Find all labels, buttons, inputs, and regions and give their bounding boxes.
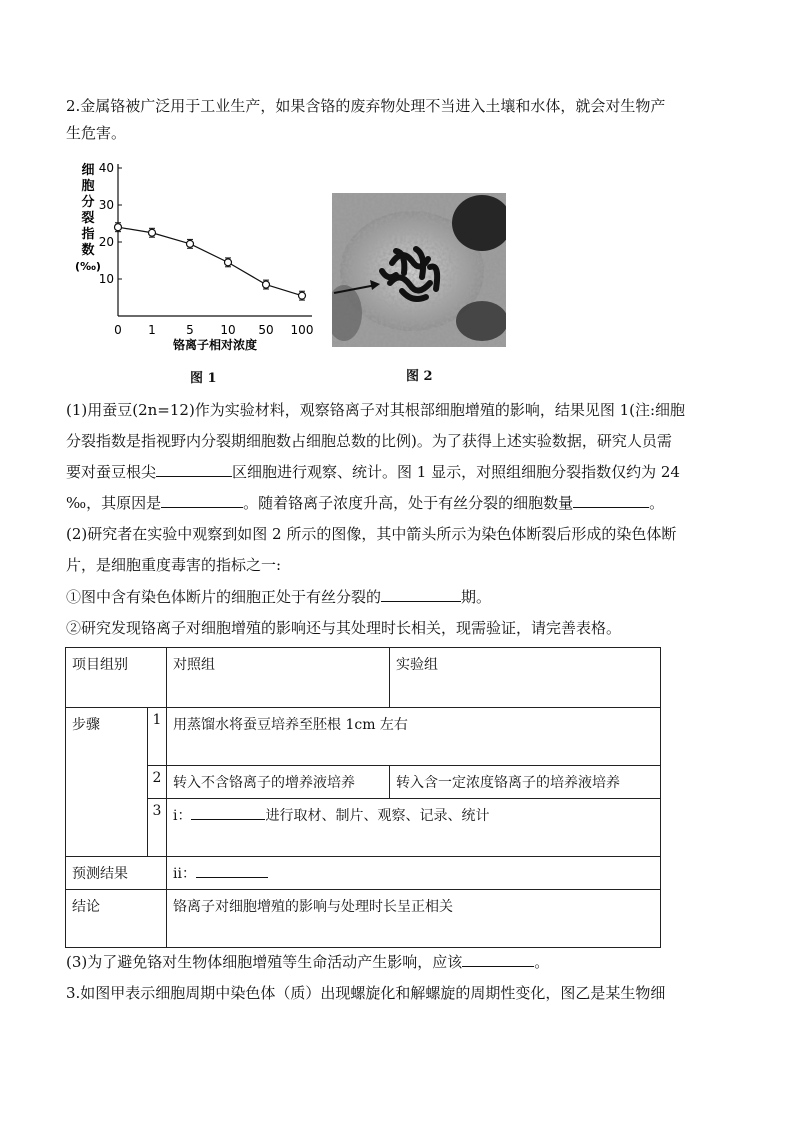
predict-prefix: ii：	[173, 866, 196, 882]
cell-step3-text	[167, 799, 661, 857]
cell-steps-label: 步骤	[66, 708, 148, 857]
blank-cell-count[interactable]	[573, 493, 649, 508]
data-point	[115, 223, 122, 232]
cell-step1-num: 1	[147, 708, 166, 766]
table-row	[66, 766, 661, 799]
x-tick-label: 10	[220, 323, 236, 337]
cell-step2-experiment: 转入含一定浓度铬离子的培养液培养	[390, 766, 661, 799]
figure1-series-line	[118, 227, 302, 295]
data-point	[263, 280, 270, 289]
blank-avoid-chromium[interactable]	[462, 952, 534, 967]
y-tick-label: 30	[98, 198, 114, 212]
y-axis-label-char: 细	[81, 163, 95, 178]
p1-line3-b: 区细胞进行观察、统计。图 1 显示，对照组细胞分裂指数仅约为 24	[232, 463, 680, 481]
step3-prefix: i：	[173, 808, 192, 824]
data-point	[187, 239, 194, 248]
data-point	[149, 228, 156, 237]
blank-reason[interactable]	[161, 493, 243, 508]
cell-step2-control: 转入不含铬离子的增养液培养	[167, 766, 390, 799]
x-tick-label: 0	[114, 323, 122, 337]
cell-conclusion-label: 结论	[66, 890, 167, 948]
figure2-micrograph	[332, 193, 506, 347]
cell-step1-text: 用蒸馏水将蚕豆培养至胚根 1cm 左右	[167, 708, 661, 766]
y-tick-label: 20	[98, 235, 114, 249]
cell-group-label: 项目组别	[66, 648, 167, 708]
x-tick-label: 100	[290, 323, 314, 337]
p2-line3-a: ①图中含有染色体断片的细胞正处于有丝分裂的	[66, 588, 382, 606]
blank-step3[interactable]	[191, 805, 265, 820]
figure1-chart	[70, 156, 320, 356]
y-axis-label-char: 胞	[81, 179, 95, 194]
y-axis-label-char: 裂	[81, 211, 95, 226]
step3-text: 进行取材、制片、观察、记录、统计	[265, 808, 490, 824]
p2-line4: ②研究发现铬离子对细胞增殖的影响还与其处理时长相关，现需验证，请完善表格。	[66, 619, 622, 637]
blank-phase[interactable]	[381, 587, 461, 602]
table-header-row	[66, 648, 661, 708]
y-tick-label: 40	[98, 161, 114, 175]
y-axis-label-char: 分	[81, 195, 95, 210]
figure1-y-axis-label	[75, 163, 101, 273]
table-row	[66, 857, 661, 890]
table-row	[66, 799, 661, 857]
y-axis-label-char: 数	[81, 243, 95, 258]
cell-experiment-header: 实验组	[390, 648, 661, 708]
cell-step2-num: 2	[147, 766, 166, 799]
cell-predict-label: 预测结果	[66, 857, 167, 890]
q2-intro-line2: 生危害。	[66, 124, 127, 142]
p2-line1: (2)研究者在实验中观察到如图 2 所示的图像，其中箭头所示为染色体断裂后形成的染色体断	[66, 525, 677, 543]
p1-line1: (1)用蚕豆(2n=12)作为实验材料，观察铬离子对其根部细胞增殖的影响，结果见图 1(注:细胞	[66, 401, 686, 419]
q3-line1: 3.如图甲表示细胞周期中染色体（质）出现螺旋化和解螺旋的周期性变化，图乙是某生物细	[66, 984, 666, 1002]
figure1-x-axis-label: 铬离子相对浓度	[172, 338, 258, 352]
y-axis-label-char: 指	[81, 227, 95, 242]
q2-intro-line1: 2.金属铬被广泛用于工业生产，如果含铬的废弃物处理不当进入土壤和水体，就会对生物产	[66, 97, 666, 115]
figure2-caption: 图 2	[406, 369, 433, 384]
x-tick-label: 1	[148, 323, 156, 337]
p2-line3	[66, 584, 726, 611]
cell-step3-num: 3	[147, 799, 166, 857]
p3-line1	[66, 949, 726, 976]
x-tick-label: 50	[258, 323, 274, 337]
p1-line2: 分裂指数是指视野内分裂期细胞数占细胞总数的比例)。为了获得上述实验数据，研究人员需	[66, 432, 672, 450]
table-row	[66, 708, 661, 766]
table-row	[66, 890, 661, 948]
p1-line4-c: 。	[649, 494, 665, 512]
blank-prediction[interactable]	[196, 863, 268, 878]
p2-line3-b: 期。	[461, 588, 492, 606]
blank-root-region[interactable]	[156, 462, 232, 477]
y-tick-label: 10	[98, 272, 114, 286]
data-point	[299, 291, 306, 300]
p3-line1-a: (3)为了避免铬对生物体细胞增殖等生命活动产生影响，应该	[66, 953, 463, 971]
p1-line4-a: ‰，其原因是	[66, 494, 162, 512]
cell-predict-value	[167, 857, 661, 890]
figure1-caption: 图 1	[190, 371, 217, 386]
p1-line3-a: 要对蚕豆根尖	[66, 463, 157, 481]
x-tick-label: 5	[186, 323, 194, 337]
p3-line1-b: 。	[534, 953, 550, 971]
p1-line3	[66, 459, 726, 486]
experiment-table	[65, 647, 661, 948]
cell-control-header: 对照组	[167, 648, 390, 708]
p1-line4-b: 。随着铬离子浓度升高，处于有丝分裂的细胞数量	[243, 494, 574, 512]
p1-line4	[66, 490, 726, 517]
cell-conclusion-text: 铬离子对细胞增殖的影响与处理时长呈正相关	[167, 890, 661, 948]
data-point	[225, 258, 232, 267]
p2-line2: 片，是细胞重度毒害的指标之一:	[66, 556, 282, 574]
y-axis-label-char: (‰)	[75, 260, 101, 273]
